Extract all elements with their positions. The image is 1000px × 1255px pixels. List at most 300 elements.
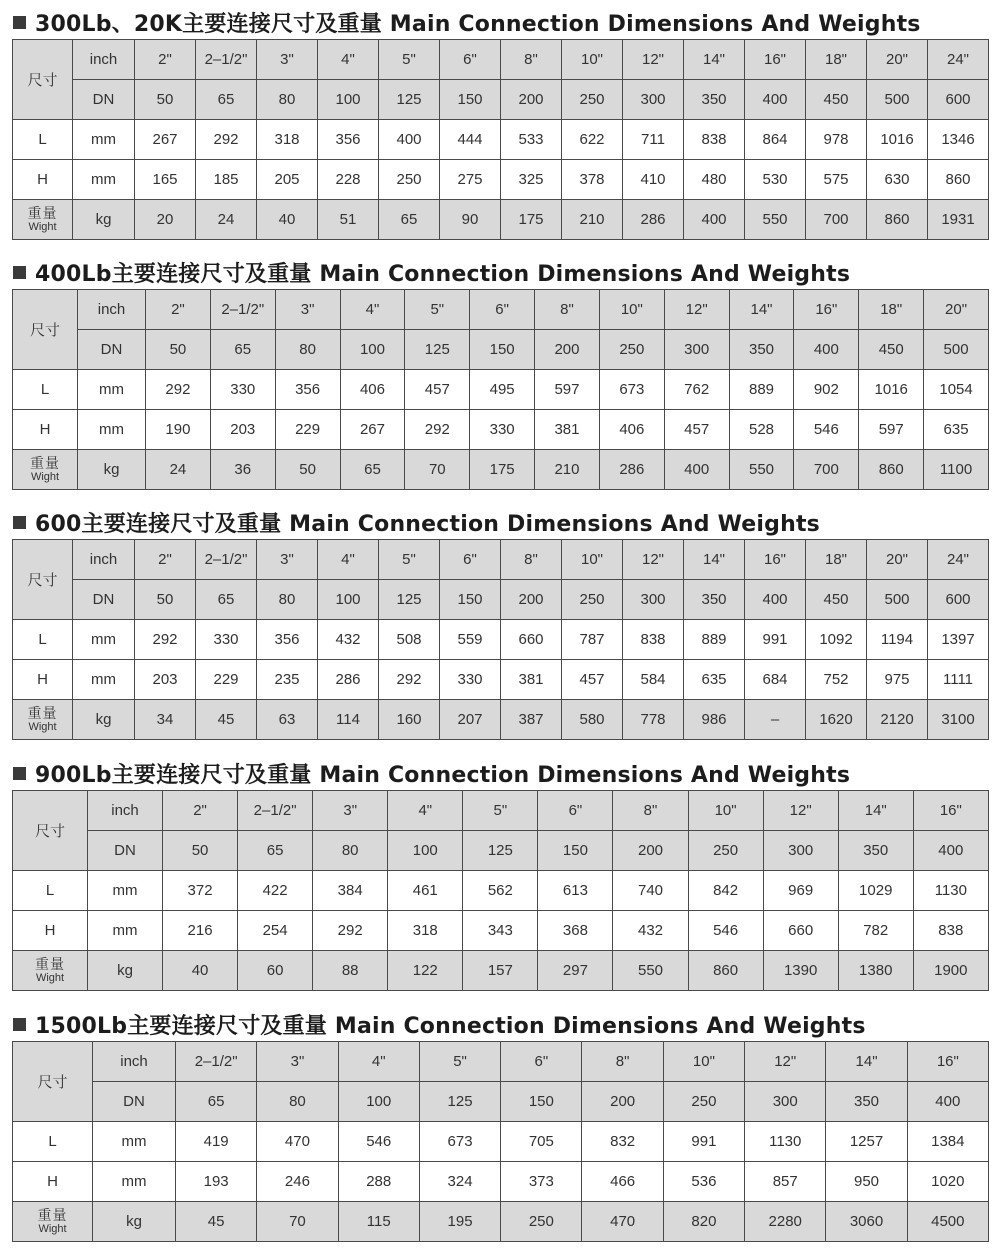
value-cell: 250 — [501, 1202, 582, 1242]
square-bullet-icon — [13, 516, 26, 529]
value-cell: 157 — [463, 951, 538, 991]
value-cell: 6" — [440, 40, 501, 80]
value-cell: 536 — [663, 1162, 744, 1202]
value-cell: 330 — [210, 370, 275, 410]
square-bullet-icon — [13, 767, 26, 780]
value-cell: 1016 — [867, 120, 928, 160]
value-cell: 600 — [928, 80, 989, 120]
height-row — [13, 911, 989, 951]
value-cell: 10" — [599, 290, 664, 330]
value-cell: 684 — [745, 660, 806, 700]
value-cell: 70 — [405, 450, 470, 490]
value-cell: 2" — [146, 290, 211, 330]
value-cell: 2–1/2" — [210, 290, 275, 330]
value-cell: 597 — [859, 410, 924, 450]
height-row — [13, 1162, 989, 1202]
value-cell: 546 — [794, 410, 859, 450]
value-cell: 195 — [419, 1202, 500, 1242]
section-title-text: 400Lb主要连接尺寸及重量 Main Connection Dimensions And Weights — [35, 261, 851, 287]
value-cell: 778 — [623, 700, 684, 740]
weight-label-en: Wight — [38, 1223, 67, 1235]
value-cell: 40 — [257, 200, 318, 240]
value-cell: 660 — [501, 620, 562, 660]
dimension-section — [12, 756, 988, 991]
inch-label-cell: inch — [88, 791, 163, 831]
value-cell: 175 — [470, 450, 535, 490]
value-cell: 6" — [470, 290, 535, 330]
value-cell: 150 — [440, 580, 501, 620]
weight-label — [13, 957, 87, 984]
unit-cell: mm — [78, 410, 146, 450]
weight-label-cell — [13, 951, 88, 991]
value-cell: 5" — [419, 1042, 500, 1082]
value-cell: 200 — [613, 831, 688, 871]
value-cell: 356 — [275, 370, 340, 410]
value-cell: 546 — [688, 911, 763, 951]
length-row — [13, 871, 989, 911]
value-cell: 838 — [623, 620, 684, 660]
unit-cell: kg — [78, 450, 146, 490]
value-cell: 125 — [379, 580, 440, 620]
value-cell: 50 — [275, 450, 340, 490]
param-label-cell: L — [13, 370, 78, 410]
value-cell: 190 — [146, 410, 211, 450]
value-cell: 203 — [135, 660, 196, 700]
value-cell: 250 — [562, 580, 623, 620]
value-cell: 330 — [440, 660, 501, 700]
value-cell: 8" — [582, 1042, 663, 1082]
value-cell: 500 — [867, 80, 928, 120]
value-cell: 80 — [275, 330, 340, 370]
dn-row — [13, 330, 989, 370]
dn-label-cell: DN — [73, 580, 135, 620]
value-cell: 288 — [338, 1162, 419, 1202]
value-cell: 384 — [313, 871, 388, 911]
weight-label-en: Wight — [28, 721, 57, 733]
value-cell: 495 — [470, 370, 535, 410]
value-cell: 330 — [470, 410, 535, 450]
value-cell: 950 — [826, 1162, 907, 1202]
inch-label-cell: inch — [78, 290, 146, 330]
value-cell: 125 — [419, 1082, 500, 1122]
value-cell: 16" — [745, 40, 806, 80]
value-cell: 3" — [257, 1042, 338, 1082]
height-row — [13, 410, 989, 450]
value-cell: 378 — [562, 160, 623, 200]
unit-cell: mm — [73, 660, 135, 700]
unit-cell: mm — [73, 620, 135, 660]
value-cell: 6" — [440, 540, 501, 580]
value-cell: 200 — [535, 330, 600, 370]
value-cell: 575 — [806, 160, 867, 200]
value-cell: 991 — [663, 1122, 744, 1162]
value-cell: 864 — [745, 120, 806, 160]
value-cell: 150 — [470, 330, 535, 370]
value-cell: 782 — [838, 911, 913, 951]
value-cell: 88 — [313, 951, 388, 991]
value-cell: 65 — [196, 80, 257, 120]
weight-label-en: Wight — [30, 471, 60, 483]
value-cell: 559 — [440, 620, 501, 660]
value-cell: 991 — [745, 620, 806, 660]
weight-label-zh: 重量 — [27, 205, 58, 221]
param-label-cell: L — [13, 1122, 93, 1162]
value-cell: 2–1/2" — [196, 40, 257, 80]
square-bullet-icon — [13, 1018, 26, 1031]
weight-row — [13, 1202, 989, 1242]
value-cell: 356 — [257, 620, 318, 660]
value-cell: 1390 — [763, 951, 838, 991]
dimension-section — [12, 5, 988, 240]
value-cell: 740 — [613, 871, 688, 911]
value-cell: 125 — [463, 831, 538, 871]
value-cell: 832 — [582, 1122, 663, 1162]
value-cell: 860 — [928, 160, 989, 200]
value-cell: 530 — [745, 160, 806, 200]
value-cell: 12" — [623, 540, 684, 580]
value-cell: 45 — [176, 1202, 257, 1242]
value-cell: 705 — [501, 1122, 582, 1162]
value-cell: 24" — [928, 540, 989, 580]
value-cell: 635 — [684, 660, 745, 700]
value-cell: 50 — [163, 831, 238, 871]
value-cell: 50 — [135, 580, 196, 620]
value-cell: 343 — [463, 911, 538, 951]
unit-cell: mm — [78, 370, 146, 410]
value-cell: 630 — [867, 160, 928, 200]
dimension-section — [12, 255, 988, 490]
value-cell: 660 — [763, 911, 838, 951]
height-row — [13, 660, 989, 700]
value-cell: 175 — [501, 200, 562, 240]
value-cell: 200 — [582, 1082, 663, 1122]
value-cell: 115 — [338, 1202, 419, 1242]
value-cell: 216 — [163, 911, 238, 951]
value-cell: 205 — [257, 160, 318, 200]
value-cell: 100 — [338, 1082, 419, 1122]
value-cell: 762 — [664, 370, 729, 410]
length-row — [13, 370, 989, 410]
param-label-cell: L — [13, 120, 73, 160]
value-cell: 356 — [318, 120, 379, 160]
value-cell: 1016 — [859, 370, 924, 410]
value-cell: 300 — [623, 580, 684, 620]
value-cell: 902 — [794, 370, 859, 410]
value-cell: 12" — [623, 40, 684, 80]
value-cell: 34 — [135, 700, 196, 740]
value-cell: 300 — [664, 330, 729, 370]
value-cell: 14" — [838, 791, 913, 831]
value-cell: 14" — [684, 40, 745, 80]
value-cell: 1100 — [924, 450, 989, 490]
value-cell: 406 — [340, 370, 405, 410]
value-cell: 210 — [562, 200, 623, 240]
value-cell: 500 — [867, 580, 928, 620]
value-cell: 114 — [318, 700, 379, 740]
param-label-cell: H — [13, 660, 73, 700]
value-cell: 20 — [135, 200, 196, 240]
value-cell: 16" — [907, 1042, 988, 1082]
value-cell: 36 — [210, 450, 275, 490]
value-cell: 400 — [745, 80, 806, 120]
value-cell: 752 — [806, 660, 867, 700]
value-cell: 318 — [388, 911, 463, 951]
size-label-cell — [13, 791, 88, 871]
value-cell: 432 — [613, 911, 688, 951]
value-cell: 1931 — [928, 200, 989, 240]
value-cell: 286 — [318, 660, 379, 700]
value-cell: 16" — [794, 290, 859, 330]
value-cell: 969 — [763, 871, 838, 911]
value-cell: 292 — [379, 660, 440, 700]
value-cell: 3" — [275, 290, 340, 330]
value-cell: 457 — [405, 370, 470, 410]
value-cell: 193 — [176, 1162, 257, 1202]
param-label-cell: L — [13, 620, 73, 660]
weight-label-zh: 重量 — [27, 705, 58, 721]
value-cell: 400 — [664, 450, 729, 490]
value-cell: 60 — [238, 951, 313, 991]
value-cell: 1029 — [838, 871, 913, 911]
value-cell: 250 — [599, 330, 664, 370]
value-cell: 533 — [501, 120, 562, 160]
value-cell: 700 — [794, 450, 859, 490]
value-cell: 466 — [582, 1162, 663, 1202]
value-cell: 292 — [313, 911, 388, 951]
section-title-text: 900Lb主要连接尺寸及重量 Main Connection Dimensions And Weights — [35, 762, 851, 788]
value-cell: 838 — [684, 120, 745, 160]
dimension-table — [12, 1041, 989, 1242]
value-cell: 562 — [463, 871, 538, 911]
value-cell: 229 — [196, 660, 257, 700]
dn-label-cell: DN — [93, 1082, 176, 1122]
value-cell: 1346 — [928, 120, 989, 160]
value-cell: 350 — [684, 80, 745, 120]
value-cell: 613 — [538, 871, 613, 911]
value-cell: 150 — [538, 831, 613, 871]
size-label: 尺寸 — [27, 572, 58, 589]
value-cell: 4" — [340, 290, 405, 330]
value-cell: 2–1/2" — [238, 791, 313, 831]
unit-cell: mm — [93, 1122, 176, 1162]
value-cell: 1384 — [907, 1122, 988, 1162]
value-cell: 24 — [196, 200, 257, 240]
value-cell: 18" — [806, 40, 867, 80]
value-cell: 2" — [163, 791, 238, 831]
value-cell: 229 — [275, 410, 340, 450]
value-cell: 673 — [599, 370, 664, 410]
value-cell: 1257 — [826, 1122, 907, 1162]
value-cell: 2" — [135, 540, 196, 580]
value-cell: 50 — [135, 80, 196, 120]
value-cell: 228 — [318, 160, 379, 200]
value-cell: 5" — [379, 40, 440, 80]
inch-row — [13, 540, 989, 580]
size-label: 尺寸 — [34, 823, 65, 840]
value-cell: 24 — [146, 450, 211, 490]
value-cell: 125 — [405, 330, 470, 370]
size-label-cell — [13, 290, 78, 370]
unit-cell: kg — [73, 700, 135, 740]
value-cell: 986 — [684, 700, 745, 740]
dn-label-cell: DN — [88, 831, 163, 871]
param-label-cell: L — [13, 871, 88, 911]
value-cell: 372 — [163, 871, 238, 911]
dn-label-cell: DN — [73, 80, 135, 120]
value-cell: 350 — [826, 1082, 907, 1122]
value-cell: 860 — [688, 951, 763, 991]
value-cell: 889 — [684, 620, 745, 660]
value-cell: 2" — [135, 40, 196, 80]
value-cell: 6" — [538, 791, 613, 831]
value-cell: 65 — [379, 200, 440, 240]
value-cell: 1900 — [913, 951, 988, 991]
value-cell: 250 — [688, 831, 763, 871]
value-cell: 330 — [196, 620, 257, 660]
param-label-cell: H — [13, 160, 73, 200]
value-cell: 700 — [806, 200, 867, 240]
value-cell: 8" — [535, 290, 600, 330]
value-cell: 8" — [501, 540, 562, 580]
value-cell: 470 — [257, 1122, 338, 1162]
value-cell: 470 — [582, 1202, 663, 1242]
value-cell: 3060 — [826, 1202, 907, 1242]
value-cell: 368 — [538, 911, 613, 951]
value-cell: 787 — [562, 620, 623, 660]
size-label-cell — [13, 1042, 93, 1122]
value-cell: 860 — [867, 200, 928, 240]
value-cell: 422 — [238, 871, 313, 911]
inch-label-cell: inch — [73, 540, 135, 580]
value-cell: 122 — [388, 951, 463, 991]
weight-label — [13, 456, 77, 483]
value-cell: 16" — [745, 540, 806, 580]
dn-row — [13, 1082, 989, 1122]
value-cell: 508 — [379, 620, 440, 660]
unit-cell: mm — [88, 911, 163, 951]
unit-cell: mm — [93, 1162, 176, 1202]
value-cell: 480 — [684, 160, 745, 200]
value-cell: 300 — [745, 1082, 826, 1122]
section-title — [12, 1007, 988, 1041]
value-cell: 860 — [859, 450, 924, 490]
weight-label-zh: 重量 — [37, 1207, 68, 1223]
value-cell: 318 — [257, 120, 318, 160]
section-title-text: 300Lb、20K主要连接尺寸及重量 Main Connection Dimensions And Weights — [35, 11, 921, 37]
value-cell: 580 — [562, 700, 623, 740]
value-cell: 350 — [838, 831, 913, 871]
dimension-table — [12, 790, 989, 991]
value-cell: 70 — [257, 1202, 338, 1242]
value-cell: 12" — [664, 290, 729, 330]
size-label: 尺寸 — [37, 1074, 68, 1091]
value-cell: 65 — [196, 580, 257, 620]
value-cell: 267 — [135, 120, 196, 160]
value-cell: 2280 — [745, 1202, 826, 1242]
value-cell: 200 — [501, 580, 562, 620]
dimension-table — [12, 39, 989, 240]
value-cell: 80 — [257, 80, 318, 120]
unit-cell: kg — [73, 200, 135, 240]
value-cell: 80 — [257, 1082, 338, 1122]
value-cell: 461 — [388, 871, 463, 911]
value-cell: 978 — [806, 120, 867, 160]
weight-label-zh: 重量 — [30, 455, 60, 471]
value-cell: 584 — [623, 660, 684, 700]
value-cell: 1020 — [907, 1162, 988, 1202]
value-cell: 546 — [338, 1122, 419, 1162]
value-cell: 1380 — [838, 951, 913, 991]
value-cell: 400 — [379, 120, 440, 160]
size-label: 尺寸 — [29, 322, 60, 339]
value-cell: 1620 — [806, 700, 867, 740]
value-cell: 550 — [745, 200, 806, 240]
value-cell: 207 — [440, 700, 501, 740]
dimension-table — [12, 539, 989, 740]
value-cell: 381 — [535, 410, 600, 450]
value-cell: 267 — [340, 410, 405, 450]
value-cell: 275 — [440, 160, 501, 200]
value-cell: 4" — [338, 1042, 419, 1082]
value-cell: 4" — [318, 40, 379, 80]
value-cell: 500 — [924, 330, 989, 370]
dn-row — [13, 831, 989, 871]
value-cell: 622 — [562, 120, 623, 160]
value-cell: 18" — [806, 540, 867, 580]
value-cell: 842 — [688, 871, 763, 911]
dimension-section — [12, 1007, 988, 1242]
value-cell: 5" — [463, 791, 538, 831]
weight-label-cell — [13, 450, 78, 490]
value-cell: 100 — [318, 80, 379, 120]
value-cell: 444 — [440, 120, 501, 160]
value-cell: 635 — [924, 410, 989, 450]
value-cell: 40 — [163, 951, 238, 991]
value-cell: 65 — [238, 831, 313, 871]
value-cell: 450 — [859, 330, 924, 370]
value-cell: 210 — [535, 450, 600, 490]
value-cell: 450 — [806, 80, 867, 120]
weight-row — [13, 700, 989, 740]
weight-label-en: Wight — [28, 221, 57, 233]
value-cell: 8" — [501, 40, 562, 80]
value-cell: 160 — [379, 700, 440, 740]
value-cell: 10" — [562, 40, 623, 80]
inch-label-cell: inch — [93, 1042, 176, 1082]
value-cell: 1111 — [928, 660, 989, 700]
value-cell: 5" — [405, 290, 470, 330]
value-cell: 820 — [663, 1202, 744, 1242]
value-cell: 100 — [340, 330, 405, 370]
value-cell: 8" — [613, 791, 688, 831]
value-cell: 150 — [440, 80, 501, 120]
value-cell: 203 — [210, 410, 275, 450]
section-title — [12, 505, 988, 539]
value-cell: 550 — [729, 450, 794, 490]
size-label-cell — [13, 540, 73, 620]
value-cell: 381 — [501, 660, 562, 700]
value-cell: 16" — [913, 791, 988, 831]
value-cell: 400 — [684, 200, 745, 240]
value-cell: 975 — [867, 660, 928, 700]
value-cell: 387 — [501, 700, 562, 740]
value-cell: 10" — [688, 791, 763, 831]
value-cell: 292 — [146, 370, 211, 410]
value-cell: 350 — [729, 330, 794, 370]
value-cell: 4500 — [907, 1202, 988, 1242]
value-cell: 80 — [257, 580, 318, 620]
value-cell: 235 — [257, 660, 318, 700]
